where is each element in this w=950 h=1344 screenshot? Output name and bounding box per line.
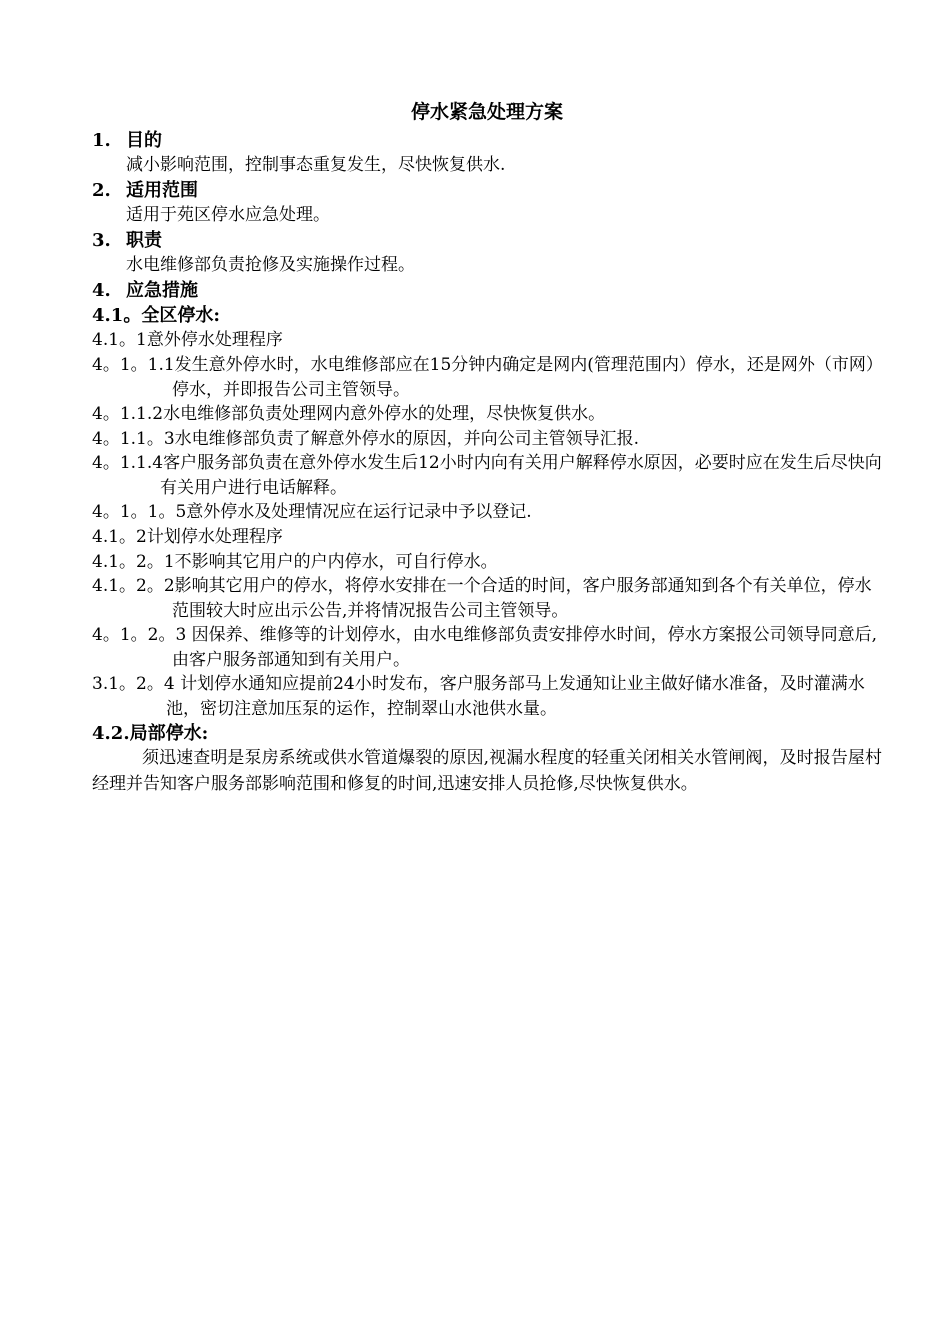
procedure-item: 3.1。2。4 计划停水通知应提前24小时发布，客户服务部马上发通知让业主做好储水准备，及时灌满水池，密切注意加压泵的运作，控制翠山水池供水量。	[92, 674, 865, 719]
section-heading-text: 目的	[126, 130, 162, 151]
section-heading-purpose	[92, 128, 882, 153]
section-text-purpose: 减小影响范围，控制事态重复发生，尽快恢复供水.	[126, 155, 506, 175]
procedure-item: 4.1。2。1不影响其它用户的户内停水，可自行停水。	[92, 551, 498, 572]
section-heading-duties	[92, 228, 882, 253]
procedure-item: 4。1.1.4客户服务部负责在意外停水发生后12小时内向有关用户解释停水原因，必要时应在发生后尽快向有关用户进行电话解释。	[92, 453, 882, 498]
procedure-item: 4。1。2。3 因保养、维修等的计划停水，由水电维修部负责安排停水时间，停水方案报公司领导同意后,由客户服务部通知到有关用户。	[92, 625, 878, 670]
section-number: 4.	[92, 280, 111, 301]
partial-outage-text: 须迅速查明是泵房系统或供水管道爆裂的原因,视漏水程度的轻重关闭相关水管闸阀，及时报告屋村经理并告知客户服务部影响范围和修复的时间,迅速安排人员抢修,尽快恢复供水。	[92, 748, 882, 794]
section-text-duties: 水电维修部负责抢修及实施操作过程。	[126, 255, 415, 275]
document-title: 停水紧急处理方案	[410, 101, 563, 123]
section-heading-text: 应急措施	[126, 280, 198, 301]
subsection-heading-full-outage: 4.1。全区停水:	[92, 305, 220, 326]
section-number: 1.	[92, 130, 111, 151]
procedure-item: 4。1.1。3水电维修部负责了解意外停水的原因，并向公司主管领导汇报.	[92, 428, 640, 449]
procedure-item: 4.1。2。2影响其它用户的停水，将停水安排在一个合适的时间，客户服务部通知到各个有关单位，停水范围较大时应出示公告,并将情况报告公司主管领导。	[92, 576, 872, 621]
section-heading-text: 适用范围	[126, 180, 198, 201]
section-number: 2.	[92, 180, 111, 201]
section-text-scope: 适用于苑区停水应急处理。	[126, 205, 330, 225]
procedure-title-planned: 4.1。2计划停水处理程序	[92, 526, 283, 547]
subsection-heading-partial-outage: 4.2.局部停水:	[92, 723, 209, 744]
section-heading-measures	[92, 278, 882, 303]
section-number: 3.	[92, 230, 111, 251]
procedure-title-unplanned: 4.1。1意外停水处理程序	[92, 330, 283, 350]
procedure-item: 4。1。1.1发生意外停水时，水电维修部应在15分钟内确定是网内(管理范围内）停水，还是网外（市网）停水，并即报告公司主管领导。	[92, 355, 875, 400]
procedure-item: 4。1。1。5意外停水及处理情况应在运行记录中予以登记.	[92, 502, 532, 522]
procedure-item: 4。1.1.2水电维修部负责处理网内意外停水的处理，尽快恢复供水。	[92, 404, 606, 424]
section-heading-scope	[92, 178, 882, 203]
document-page	[92, 98, 882, 797]
section-heading-text: 职责	[126, 230, 162, 251]
